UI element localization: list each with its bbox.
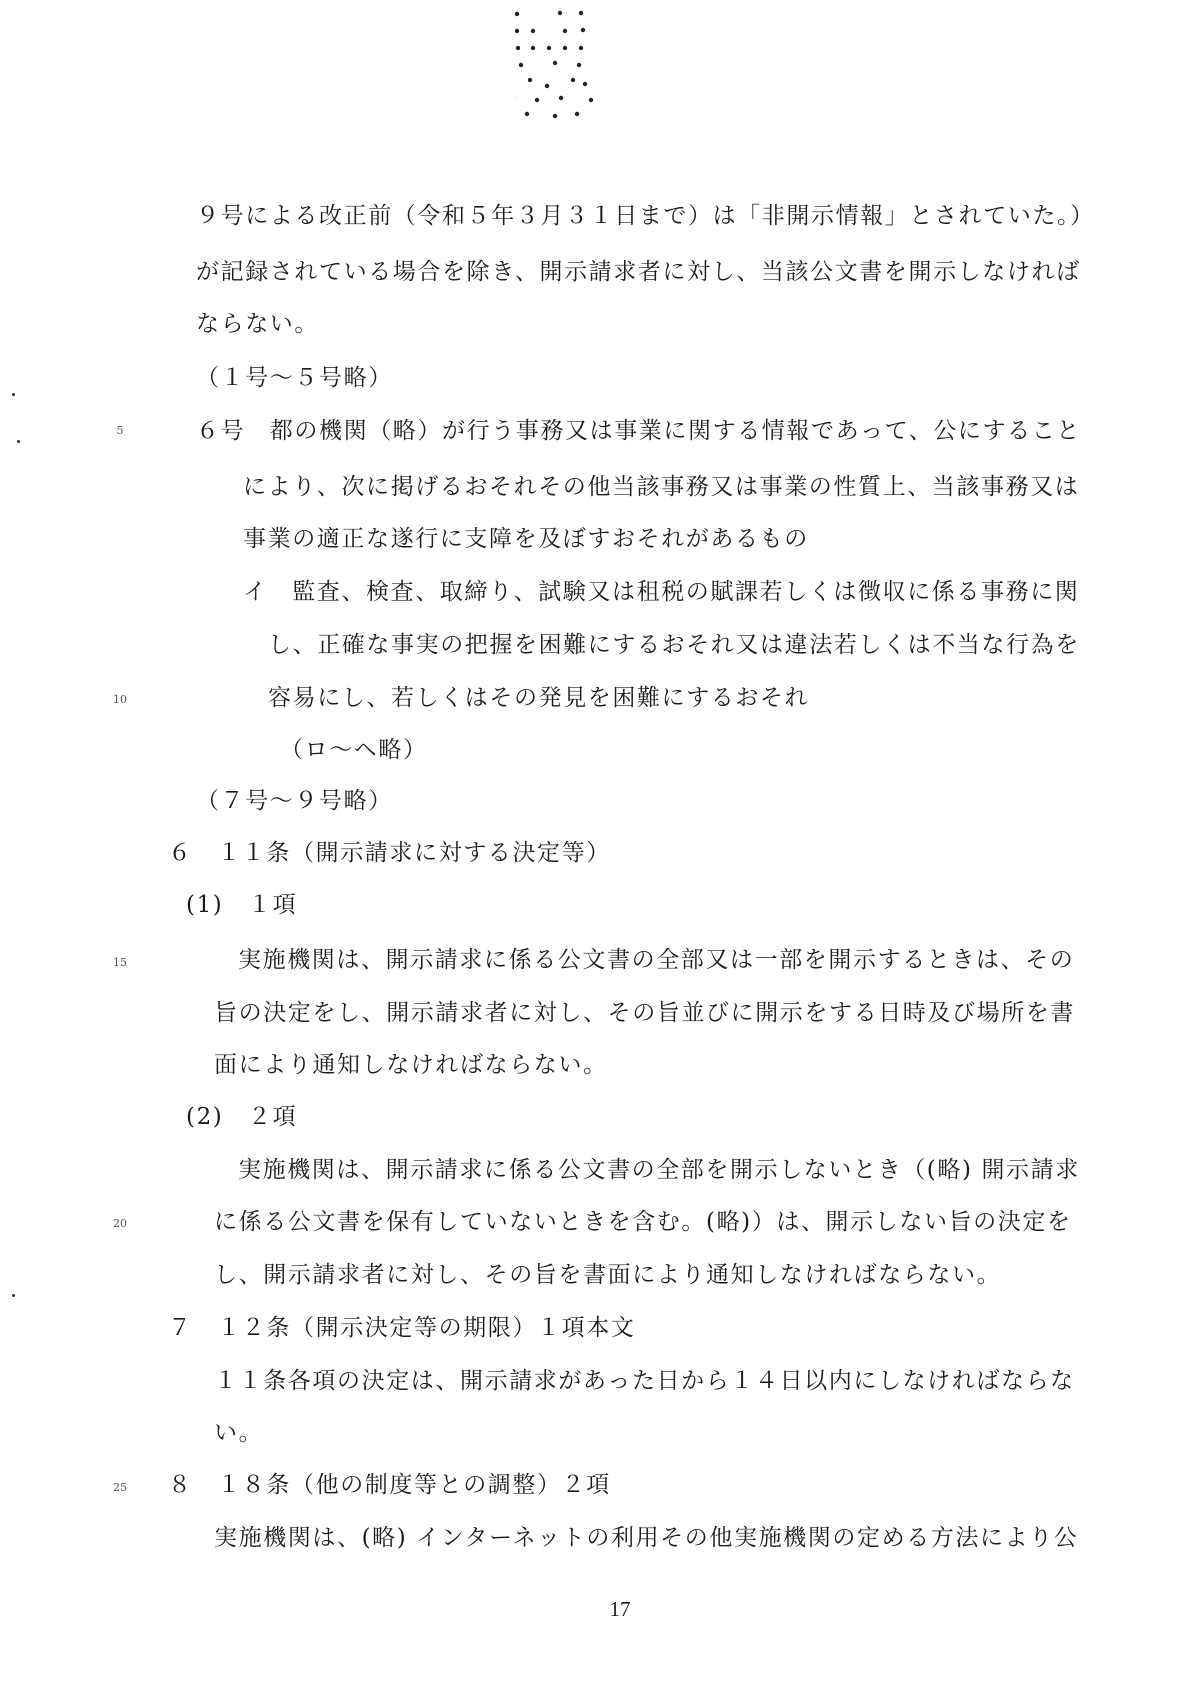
line-number: 25: [113, 1481, 127, 1494]
text-line: し、正確な事実の把握を困難にするおそれ又は違法若しくは不当な行為を: [268, 632, 1080, 658]
scan-speck: [12, 1294, 15, 1297]
scan-speck: [17, 440, 20, 443]
text-line: ６号 都の機関（略）が行う事務又は事業に関する情報であって、公にすること: [196, 418, 1081, 444]
text-line: 面により通知しなければならない。: [214, 1052, 608, 1078]
scan-speck: [12, 393, 15, 396]
line-number: 15: [113, 956, 127, 969]
text-line: 事業の適正な遂行に支障を及ぼすおそれがあるもの: [243, 526, 809, 552]
perforated-seal-mark: [515, 8, 625, 123]
line-number: 20: [113, 1217, 127, 1230]
text-line: ８ １８条（他の制度等との調整）２項: [168, 1472, 611, 1498]
text-line: 実施機関は、開示請求に係る公文書の全部を開示しないとき（(略) 開示請求: [238, 1157, 1080, 1183]
text-line: （７号～９号略）: [196, 788, 393, 814]
text-line: 実施機関は、開示請求に係る公文書の全部又は一部を開示するときは、その: [238, 947, 1075, 973]
text-line: ６ １１条（開示請求に対する決定等）: [168, 840, 611, 866]
text-line: に係る公文書を保有していないときを含む。(略)）は、開示しない旨の決定を: [214, 1209, 1072, 1235]
text-line: 旨の決定をし、開示請求者に対し、その旨並びに開示をする日時及び場所を書: [214, 1000, 1075, 1026]
line-number: 10: [113, 693, 127, 706]
text-line: (2) ２項: [186, 1104, 298, 1130]
text-line: （１号～５号略）: [196, 365, 393, 391]
text-line: （ロ～ヘ略）: [280, 737, 428, 763]
text-line: ９号による改正前（令和５年３月３１日まで）は「非開示情報」とされていた。）: [196, 203, 1095, 229]
page-number: 17: [609, 1597, 631, 1621]
text-line: し、開示請求者に対し、その旨を書面により通知しなければならない。: [214, 1262, 1002, 1288]
text-line: 容易にし、若しくはその発見を困難にするおそれ: [268, 685, 810, 711]
line-number: 5: [116, 424, 124, 437]
text-line: (1) １項: [186, 892, 298, 918]
text-line: １１条各項の決定は、開示請求があった日から１４日以内にしなければならな: [214, 1368, 1075, 1394]
text-line: ７ １２条（開示決定等の期限）１項本文: [168, 1315, 636, 1341]
text-line: 実施機関は、(略) インターネットの利用その他実施機関の定める方法により公: [214, 1525, 1079, 1551]
text-line: イ 監査、検査、取締り、試験又は租税の賦課若しくは徴収に係る事務に関: [243, 579, 1080, 605]
text-line: ならない。: [196, 311, 319, 337]
text-line: により、次に掲げるおそれその他当該事務又は事業の性質上、当該事務又は: [243, 474, 1080, 500]
text-line: が記録されている場合を除き、開示請求者に対し、当該公文書を開示しなければ: [196, 259, 1081, 285]
text-line: い。: [214, 1420, 264, 1446]
